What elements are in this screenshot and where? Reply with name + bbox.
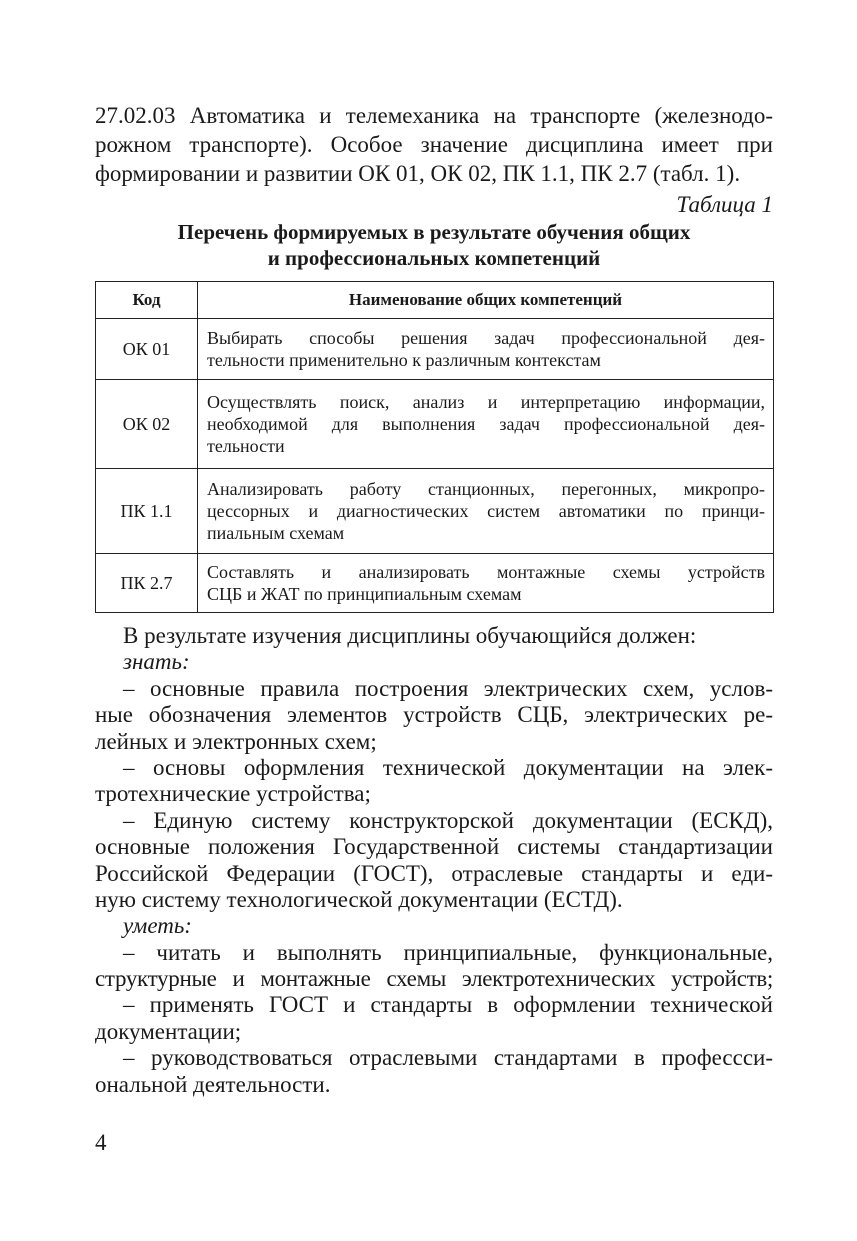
cell-description [198,380,774,469]
table-row [96,469,774,554]
text-line: 27.02.03 Автоматика и телемеханика на транспорте (железнодо- [95,103,773,128]
cell-line: пиальным схемам [207,523,345,543]
table-row [96,554,774,613]
text-line: ную систему технологической документации (ЕСТД). [95,886,623,912]
header-name: Наименование общих компетенций [198,282,774,319]
text-line: рожном транспорте). Особое значение дисциплина имеет при [95,132,773,157]
text-line: – Единую систему конструкторской документации (ЕСКД), [123,807,773,833]
cell-line: Анализировать работу станционных, перегонных, микропро- [207,479,765,499]
cell-code: ПК 1.1 [96,469,198,554]
cell-line: СЦБ и ЖАТ по принципиальным схемам [207,584,522,604]
text-line: основные положения Государственной системы стандартизации [95,834,773,860]
table-header-row [96,282,774,319]
cell-line: Осуществлять поиск, анализ и интерпретацию информации, [207,392,765,412]
cell-line: тельности применительно к различным контекстам [207,350,601,370]
cell-description [198,469,774,554]
know-label: знать: [123,649,190,675]
table-caption: Таблица 1 [676,192,773,217]
table-title-line: Перечень формируемых в результате обучения общих [177,220,691,244]
cell-description [198,319,774,380]
text-line: – читать и выполнять принципиальные, функциональные, [123,939,773,965]
header-code: Код [96,282,198,319]
body-text [95,623,773,1098]
text-line: структурные и монтажные схемы электротехнических устройств; [95,966,773,992]
text-line: – руководствоваться отраслевыми стандартами в профессси- [123,1045,773,1071]
table-title-line: и профессиональных компетенций [267,246,601,270]
cell-line: тельности [207,436,285,456]
table-row [96,380,774,469]
text-line: документации; [95,1018,242,1044]
text-line: – основы оформления технической документации на элек- [123,754,773,780]
table-row [96,319,774,380]
text-line: Российской Федерации (ГОСТ), отраслевые стандарты и еди- [95,860,773,886]
cell-code: ПК 2.7 [96,554,198,613]
intro-paragraph [95,101,773,188]
cell-code: ОК 02 [96,380,198,469]
cell-line: цессорных и диагностических систем автоматики по принци- [207,501,765,521]
text-line: тротехнические устройства; [95,781,371,807]
cell-line: необходимой для выполнения задач профессиональной дея- [207,414,765,434]
can-label: уметь: [123,913,192,939]
text-line: лейных и электронных схем; [95,728,377,754]
cell-line: Выбирать способы решения задач профессиональной дея- [207,328,765,348]
cell-line: Составлять и анализировать монтажные схемы устройств [207,562,765,582]
text-line: ные обозначения элементов устройств СЦБ, электрических ре- [95,702,773,728]
text-line: формировании и развитии ОК 01, ОК 02, ПК 1.1, ПК 2.7 (табл. 1). [95,161,741,186]
table-title [95,219,773,271]
text-line: – основные правила построения электрических схем, услов- [123,675,773,701]
cell-description [198,554,774,613]
lead-line: В результате изучения дисциплины обучающийся должен: [123,623,697,648]
text-line: – применять ГОСТ и стандарты в оформлении технической [123,992,773,1018]
competencies-table [95,281,774,613]
page-number: 4 [95,1130,107,1155]
text-line: ональной деятельности. [95,1071,331,1097]
cell-code: ОК 01 [96,319,198,380]
